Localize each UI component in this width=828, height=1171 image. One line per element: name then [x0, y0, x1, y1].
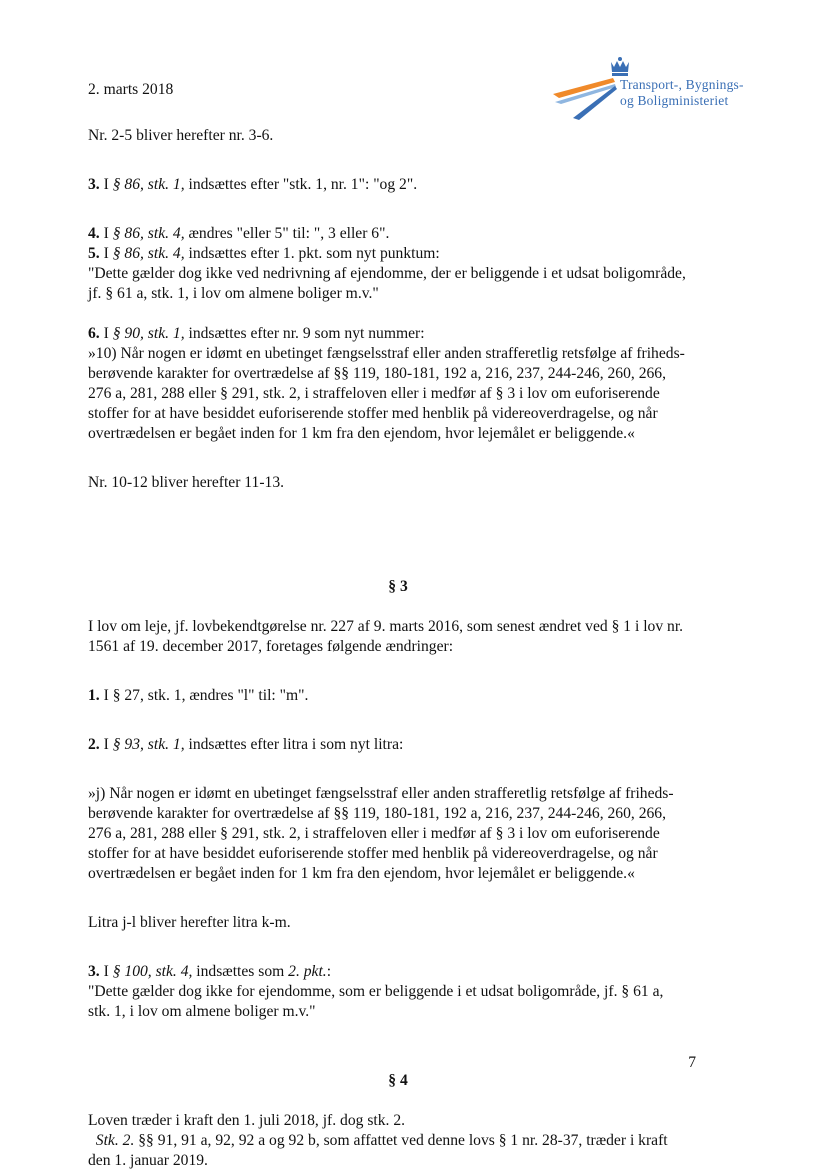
paragraph: den 1. januar 2019. [88, 1152, 208, 1169]
document-date: 2. marts 2018 [88, 81, 174, 98]
quote-line: overtrædelsen er begået inden for 1 km fra den ejendom, hvor lejemålet er beliggende.« [88, 425, 635, 442]
item-3: 3. I § 86, stk. 1, indsættes efter "stk. 1, nr. 1": "og 2". [88, 176, 418, 193]
item-5: 5. I § 86, stk. 4, indsættes efter 1. pkt. som nyt punktum: [88, 245, 440, 262]
quote-line: »10) Når nogen er idømt en ubetinget fængselsstraf eller anden strafferetlig retsfølge af friheds- [88, 345, 685, 362]
quote-line: overtrædelsen er begået inden for 1 km fra den ejendom, hvor lejemålet er beliggende.« [88, 865, 635, 882]
s3-item-1: 1. I § 27, stk. 1, ændres "l" til: "m". [88, 687, 309, 704]
quote-line: stoffer for at have besiddet euforiserende stoffer med henblik på videreoverdragelse, og når [88, 845, 658, 862]
s3-item-3: 3. I § 100, stk. 4, indsættes som 2. pkt.: [88, 963, 332, 980]
paragraph: I lov om leje, jf. lovbekendtgørelse nr. 227 af 9. marts 2016, som senest ændret ved § 1 i lov nr. [88, 618, 684, 635]
document-body [88, 126, 708, 1171]
quote-line: »j) Når nogen er idømt en ubetinget fængselsstraf eller anden strafferetlig retsfølge af friheds- [88, 785, 674, 802]
quote-line: stk. 1, i lov om almene boliger m.v." [88, 1003, 316, 1020]
quote-line: berøvende karakter for overtrædelse af §§ 119, 180-181, 192 a, 216, 237, 244-246, 260, 266, [88, 365, 666, 382]
quote-line: berøvende karakter for overtrædelse af §§ 119, 180-181, 192 a, 216, 237, 244-246, 260, 266, [88, 805, 666, 822]
logo-text [620, 77, 744, 109]
stk-label: Stk. 2. [95, 1132, 135, 1149]
page-number: 7 [688, 1054, 696, 1071]
quote-line: 276 a, 281, 288 eller § 291, stk. 2, i straffeloven eller i medfør af § 3 i lov om euforiserende [88, 385, 660, 402]
logo-line-2: og Boligministeriet [620, 93, 729, 108]
logo-line-1: Transport-, Bygnings- [620, 77, 744, 92]
quote-line: 276 a, 281, 288 eller § 291, stk. 2, i straffeloven eller i medfør af § 3 i lov om euforiserende [88, 825, 660, 842]
paragraph: Litra j-l bliver herefter litra k-m. [88, 914, 291, 931]
quote-line: "Dette gælder dog ikke for ejendomme, som er beliggende i et udsat boligområde, jf. § 61 a, [88, 983, 664, 1000]
section-4-heading: § 4 [388, 1072, 408, 1089]
paragraph: Stk. 2. §§ 91, 91 a, 92, 92 a og 92 b, som affattet ved denne lovs § 1 nr. 28-37, træder i kraft [95, 1132, 668, 1149]
paragraph: 1561 af 19. december 2017, foretages følgende ændringer: [88, 638, 454, 655]
paragraph: Nr. 2-5 bliver herefter nr. 3-6. [88, 127, 274, 144]
section-3-heading: § 3 [388, 578, 408, 595]
quote-line: jf. § 61 a, stk. 1, i lov om almene boliger m.v." [88, 285, 379, 302]
item-4: 4. I § 86, stk. 4, ændres "eller 5" til: ", 3 eller 6". [88, 225, 390, 242]
quote-line: "Dette gælder dog ikke ved nedrivning af ejendomme, der er beliggende i et udsat boligområde, [88, 265, 686, 282]
quote-line: stoffer for at have besiddet euforiserende stoffer med henblik på videreoverdragelse, og når [88, 405, 658, 422]
crown-icon [611, 57, 629, 76]
paragraph: Nr. 10-12 bliver herefter 11-13. [88, 474, 285, 491]
paragraph: Loven træder i kraft den 1. juli 2018, jf. dog stk. 2. [88, 1112, 406, 1129]
item-6: 6. I § 90, stk. 1, indsættes efter nr. 9 som nyt nummer: [88, 325, 425, 342]
ministry-logo [553, 56, 763, 126]
s3-item-2: 2. I § 93, stk. 1, indsættes efter litra i som nyt litra: [88, 736, 404, 753]
